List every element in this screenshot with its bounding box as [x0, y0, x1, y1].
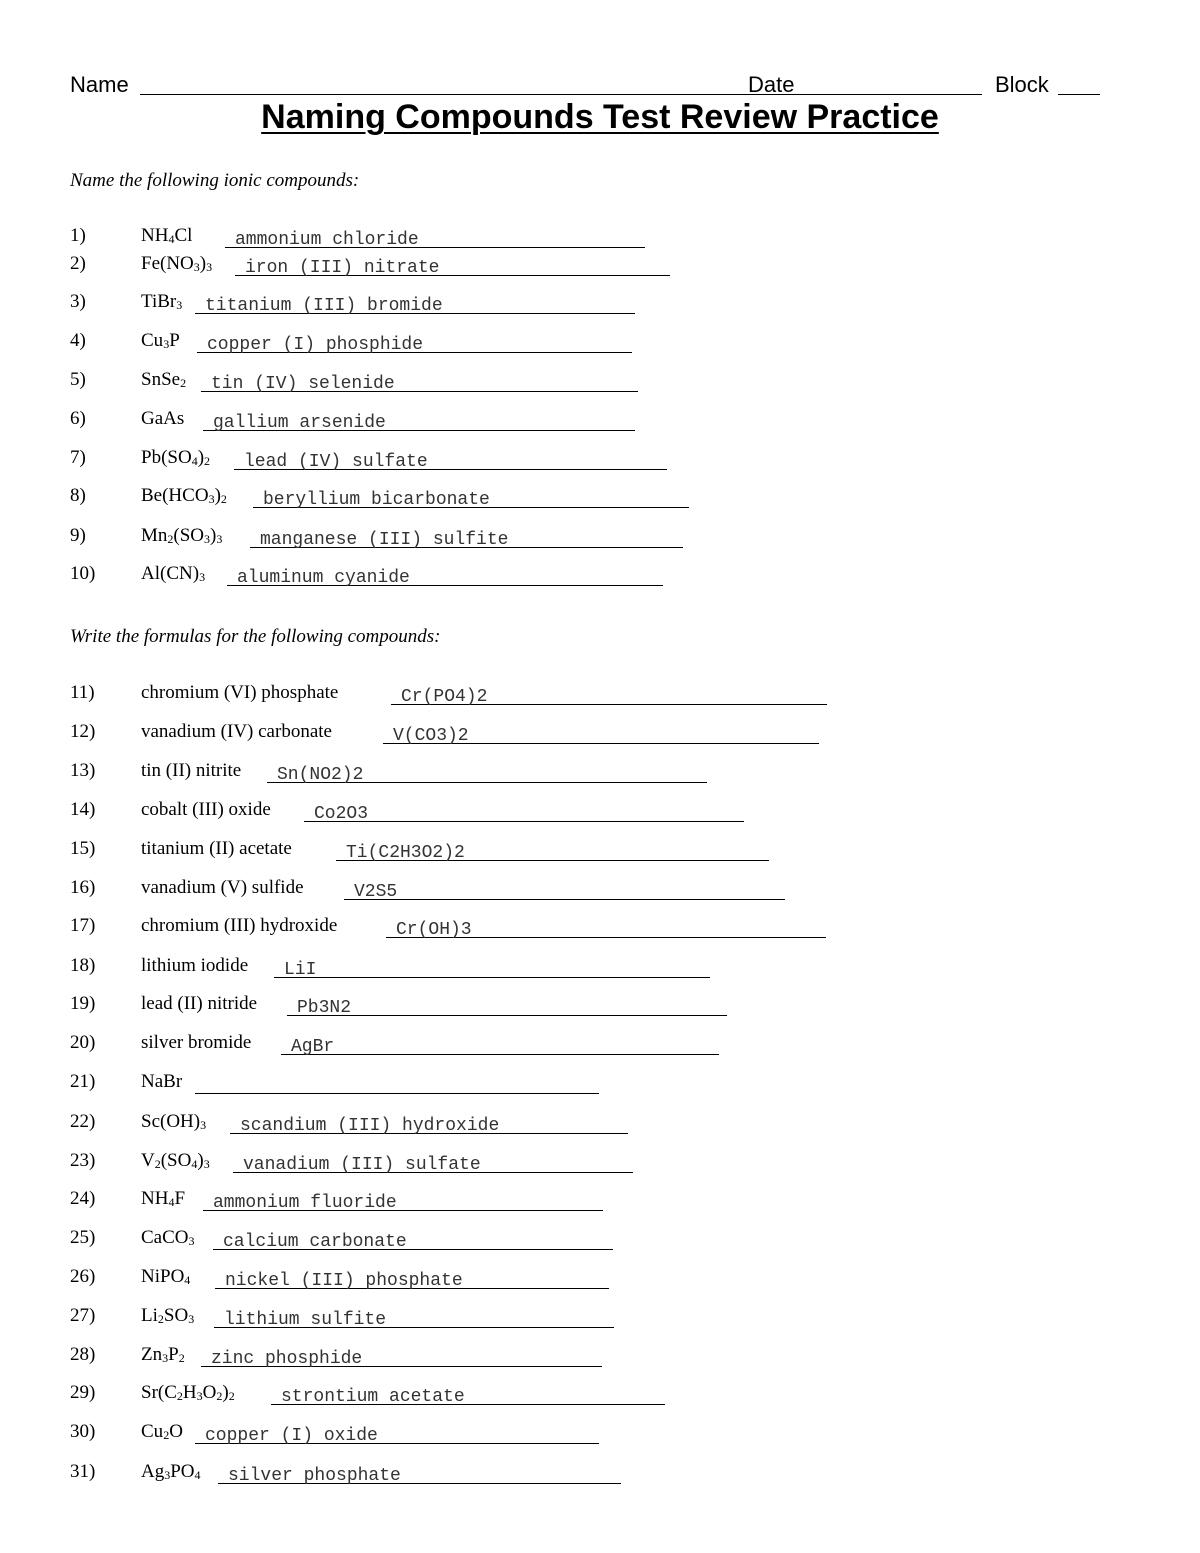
question-prompt: CaCO$_3$ — [141, 1227, 195, 1248]
question-prompt: lead (II) nitride — [141, 993, 258, 1014]
question-prompt: $Sc(OH)_3$ — [141, 1111, 207, 1132]
question-row — [70, 406, 1070, 436]
question-prompt: $Cu_2O$ — [141, 1421, 183, 1442]
question-number: 19) — [70, 993, 96, 1014]
answer-blank[interactable] — [267, 760, 707, 783]
answer-blank[interactable] — [214, 1305, 614, 1328]
answer-text: ammonium fluoride — [213, 1193, 397, 1213]
question-prompt: $Mn_2(SO_3)_3$ — [141, 525, 223, 546]
answer-blank[interactable] — [195, 1421, 599, 1444]
question-prompt: $NH_4Cl$ — [141, 225, 193, 246]
answer-blank[interactable] — [253, 485, 689, 508]
question-number: 4) — [70, 330, 86, 351]
question-number: 1) — [70, 225, 86, 246]
question-prompt: $V_2(SO_4)_3$ — [141, 1150, 210, 1171]
question-row — [70, 1109, 1070, 1139]
answer-blank[interactable] — [235, 253, 670, 276]
block-label: Block — [995, 72, 1049, 97]
answer-blank[interactable] — [203, 408, 635, 431]
question-prompt: titanium (II) acetate — [141, 838, 292, 859]
question-row — [70, 797, 1070, 827]
answer-text: calcium carbonate — [223, 1232, 407, 1252]
answer-text: vanadium (III) sulfate — [243, 1155, 481, 1175]
question-number: 12) — [70, 721, 96, 742]
question-row — [70, 1030, 1070, 1060]
question-row — [70, 1069, 1070, 1099]
question-number: 24) — [70, 1188, 96, 1209]
question-number: 13) — [70, 760, 96, 781]
question-prompt: vanadium (V) sulfide — [141, 877, 304, 898]
question-row — [70, 1380, 1070, 1410]
question-row — [70, 328, 1070, 358]
block-field[interactable] — [1058, 94, 1100, 95]
answer-text: Ti(C2H3O2)2 — [346, 843, 465, 863]
question-row — [70, 991, 1070, 1021]
question-prompt: $Pb(SO_4)_2$ — [141, 447, 211, 468]
answer-blank[interactable] — [195, 291, 635, 314]
question-row — [70, 758, 1070, 788]
question-prompt: NaBr — [141, 1071, 183, 1092]
question-number: 26) — [70, 1266, 96, 1287]
answer-text: V(CO3)2 — [393, 726, 469, 746]
question-number: 21) — [70, 1071, 96, 1092]
question-number: 22) — [70, 1111, 96, 1132]
student-info-header — [70, 70, 1110, 100]
question-prompt: $Zn_3P_2$ — [141, 1344, 185, 1365]
question-number: 29) — [70, 1382, 96, 1403]
question-prompt: $Cu_3P$ — [141, 330, 180, 351]
question-prompt: GaAs — [141, 408, 185, 429]
question-number: 8) — [70, 485, 86, 506]
answer-blank[interactable] — [197, 330, 632, 353]
question-prompt: lithium iodide — [141, 955, 249, 976]
question-row — [70, 1419, 1070, 1449]
question-number: 30) — [70, 1421, 96, 1442]
question-prompt: $Li_2SO_3$ — [141, 1305, 195, 1326]
name-label: Name — [70, 72, 129, 97]
answer-text: beryllium bicarbonate — [263, 490, 490, 510]
question-row — [70, 1264, 1070, 1294]
question-row — [70, 1303, 1070, 1333]
question-number: 15) — [70, 838, 96, 859]
question-number: 17) — [70, 915, 96, 936]
question-row — [70, 1342, 1070, 1372]
question-row — [70, 836, 1070, 866]
answer-text: Cr(PO4)2 — [401, 687, 488, 707]
question-number: 7) — [70, 447, 86, 468]
answer-blank[interactable] — [227, 563, 663, 586]
answer-text: lithium sulfite — [224, 1310, 387, 1330]
answer-text: silver phosphate — [228, 1466, 401, 1486]
question-prompt: tin (II) nitrite — [141, 760, 242, 781]
answer-blank[interactable] — [195, 1071, 599, 1094]
question-number: 3) — [70, 291, 86, 312]
answer-blank[interactable] — [274, 955, 710, 978]
answer-text: manganese (III) sulfite — [260, 530, 509, 550]
answer-text: AgBr — [291, 1037, 335, 1057]
answer-text: Cr(OH)3 — [396, 920, 472, 940]
answer-blank[interactable] — [201, 1344, 602, 1367]
answer-text: aluminum cyanide — [237, 568, 410, 588]
question-prompt: $Sr(C_2H_3O_2)_2$ — [141, 1382, 235, 1403]
answer-blank[interactable] — [344, 877, 785, 900]
question-number: 16) — [70, 877, 96, 898]
section-ionic-instruction: Name the following ionic compounds: — [70, 170, 360, 191]
answer-blank[interactable] — [391, 682, 827, 705]
answer-text: tin (IV) selenide — [211, 374, 395, 394]
date-field[interactable] — [797, 94, 982, 95]
question-prompt: vanadium (IV) carbonate — [141, 721, 332, 742]
question-row — [70, 223, 1070, 253]
question-row — [70, 719, 1070, 749]
question-number: 6) — [70, 408, 86, 429]
question-row — [70, 953, 1070, 983]
question-prompt: $Fe(NO_3)_3$ — [141, 253, 213, 274]
question-number: 20) — [70, 1032, 96, 1053]
question-row — [70, 523, 1070, 553]
question-row — [70, 875, 1070, 905]
question-row — [70, 561, 1070, 591]
answer-blank[interactable] — [250, 525, 683, 548]
answer-blank[interactable] — [213, 1227, 613, 1250]
question-prompt: $Be(HCO_3)_2$ — [141, 485, 227, 506]
answer-blank[interactable] — [203, 1188, 603, 1211]
answer-text: titanium (III) bromide — [205, 296, 443, 316]
section-formulas-instruction: Write the formulas for the following compounds: — [70, 626, 441, 647]
answer-blank[interactable] — [386, 915, 826, 938]
question-prompt: cobalt (III) oxide — [141, 799, 271, 820]
date-label: Date — [748, 72, 795, 97]
question-row — [70, 1459, 1070, 1489]
answer-blank[interactable] — [383, 721, 819, 744]
answer-text: Sn(NO2)2 — [277, 765, 364, 785]
question-prompt: $NH_4F$ — [141, 1188, 186, 1209]
answer-blank[interactable] — [234, 447, 667, 470]
question-prompt: chromium (VI) phosphate — [141, 682, 339, 703]
answer-text: copper (I) oxide — [205, 1426, 378, 1446]
answer-blank[interactable] — [287, 993, 727, 1016]
name-field[interactable] — [140, 94, 798, 95]
answer-blank[interactable] — [271, 1382, 665, 1405]
answer-blank[interactable] — [215, 1266, 609, 1289]
question-prompt: $Ag_3PO_4$ — [141, 1461, 201, 1482]
question-row — [70, 913, 1070, 943]
question-number: 18) — [70, 955, 96, 976]
question-number: 31) — [70, 1461, 96, 1482]
answer-text: Co2O3 — [314, 804, 369, 824]
question-row — [70, 680, 1070, 710]
answer-blank[interactable] — [304, 799, 744, 822]
answer-text: ammonium chloride — [235, 230, 419, 250]
question-prompt: TiBr$_3$ — [141, 291, 183, 312]
answer-blank[interactable] — [233, 1150, 633, 1173]
question-row — [70, 367, 1070, 397]
question-number: 2) — [70, 253, 86, 274]
question-row — [70, 1186, 1070, 1216]
question-number: 9) — [70, 525, 86, 546]
answer-blank[interactable] — [225, 225, 645, 248]
answer-text: copper (I) phosphide — [207, 335, 424, 355]
question-prompt: silver bromide — [141, 1032, 252, 1053]
question-number: 23) — [70, 1150, 96, 1171]
question-prompt: NiPO$_4$ — [141, 1266, 191, 1287]
question-row — [70, 1148, 1070, 1178]
answer-text: LiI — [284, 960, 317, 980]
answer-blank[interactable] — [230, 1111, 628, 1134]
answer-blank[interactable] — [336, 838, 769, 861]
answer-text: iron (III) nitrate — [245, 258, 440, 278]
question-row — [70, 1225, 1070, 1255]
question-row — [70, 251, 1070, 281]
answer-blank[interactable] — [281, 1032, 719, 1055]
question-number: 28) — [70, 1344, 96, 1365]
answer-text: Pb3N2 — [297, 998, 352, 1018]
answer-text: V2S5 — [354, 882, 398, 902]
answer-text: lead (IV) sulfate — [244, 452, 428, 472]
question-number: 25) — [70, 1227, 96, 1248]
answer-text: nickel (III) phosphate — [225, 1271, 463, 1291]
answer-text: scandium (III) hydroxide — [240, 1116, 500, 1136]
answer-text: strontium acetate — [281, 1387, 465, 1407]
answer-blank[interactable] — [218, 1461, 621, 1484]
question-prompt: chromium (III) hydroxide — [141, 915, 338, 936]
answer-blank[interactable] — [201, 369, 638, 392]
question-prompt: SnSe$_2$ — [141, 369, 187, 390]
question-number: 14) — [70, 799, 96, 820]
question-row — [70, 483, 1070, 513]
question-row — [70, 445, 1070, 475]
question-number: 11) — [70, 682, 95, 703]
question-number: 5) — [70, 369, 86, 390]
page-title: Naming Compounds Test Review Practice — [261, 98, 939, 136]
question-number: 27) — [70, 1305, 96, 1326]
question-prompt: $Al(CN)_3$ — [141, 563, 206, 584]
question-row — [70, 289, 1070, 319]
answer-text: gallium arsenide — [213, 413, 386, 433]
question-number: 10) — [70, 563, 96, 584]
answer-text: zinc phosphide — [211, 1349, 363, 1369]
